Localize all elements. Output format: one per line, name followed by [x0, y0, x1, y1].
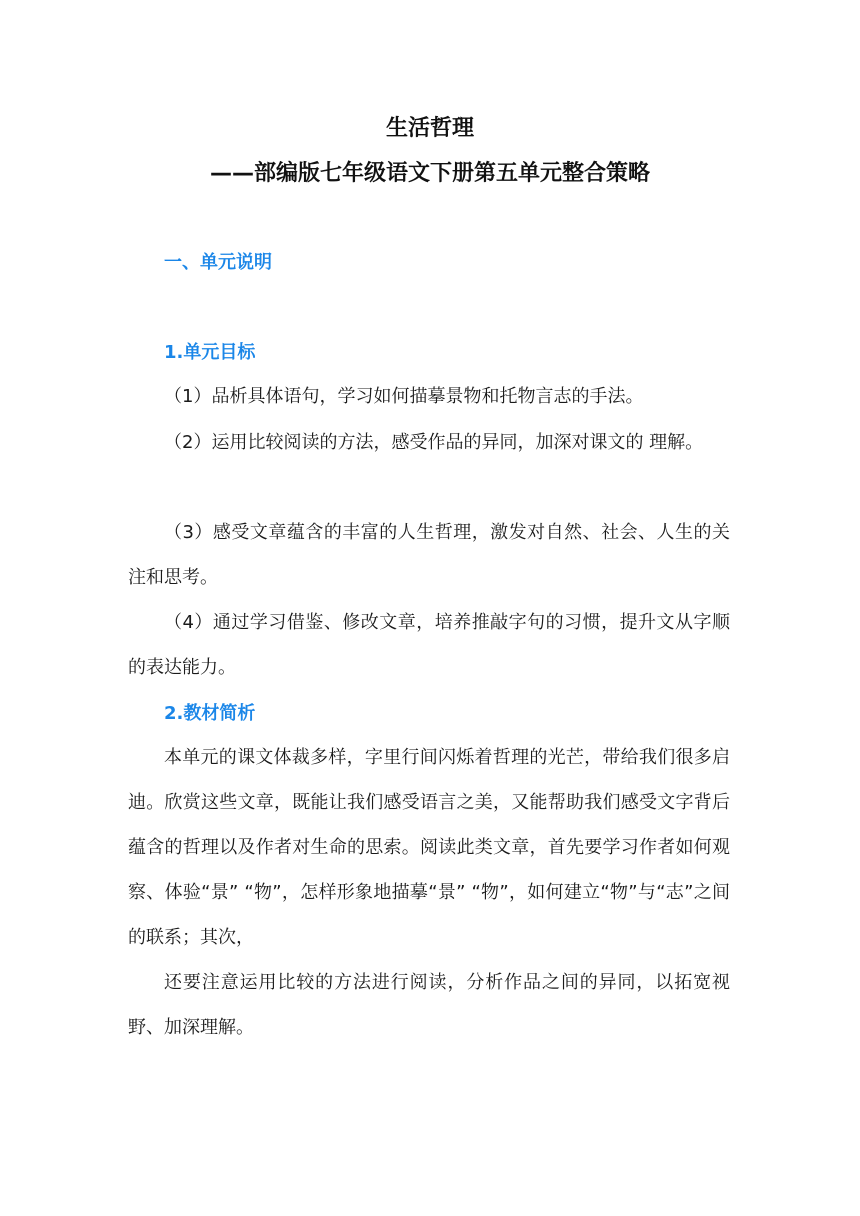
goal-item-1: （1）品析具体语句，学习如何描摹景物和托物言志的手法。 — [164, 386, 644, 407]
subsection-heading-material-analysis: 2.教材简析 — [164, 703, 256, 724]
document-title: 生活哲理 — [385, 116, 474, 141]
subsection-heading-unit-goals: 1.单元目标 — [164, 342, 256, 363]
analysis-paragraph-2: 还要注意运用比较的方法进行阅读，分析作品之间的异同，以拓宽视野、加深理解。 — [128, 972, 730, 1038]
goal-item-2: （2）运用比较阅读的方法，感受作品的异同，加深对课文的 理解。 — [164, 432, 704, 453]
goal-item-3: （3）感受文章蕴含的丰富的人生哲理，激发对自然、社会、人生的关注和思考。 — [128, 522, 730, 588]
analysis-paragraph-1: 本单元的课文体裁多样，字里行间闪烁着哲理的光芒，带给我们很多启迪。欣赏这些文章，既能让我们感受语言之美，又能帮助我们感受文字背后蕴含的哲理以及作者对生命的思索。阅读此类文章，首先要学习作者如何观察、体验“景” “物”，怎样形象地描摹“景” “物”，如何建立“物”与“志”之间的联系；其次， — [128, 747, 730, 948]
section-heading-unit-description: 一、单元说明 — [164, 252, 272, 273]
document-subtitle: ——部编版七年级语文下册第五单元整合策略 — [209, 161, 650, 186]
goal-item-4: （4）通过学习借鉴、修改文章，培养推敲字句的习惯，提升文从字顺的表达能力。 — [128, 612, 730, 678]
